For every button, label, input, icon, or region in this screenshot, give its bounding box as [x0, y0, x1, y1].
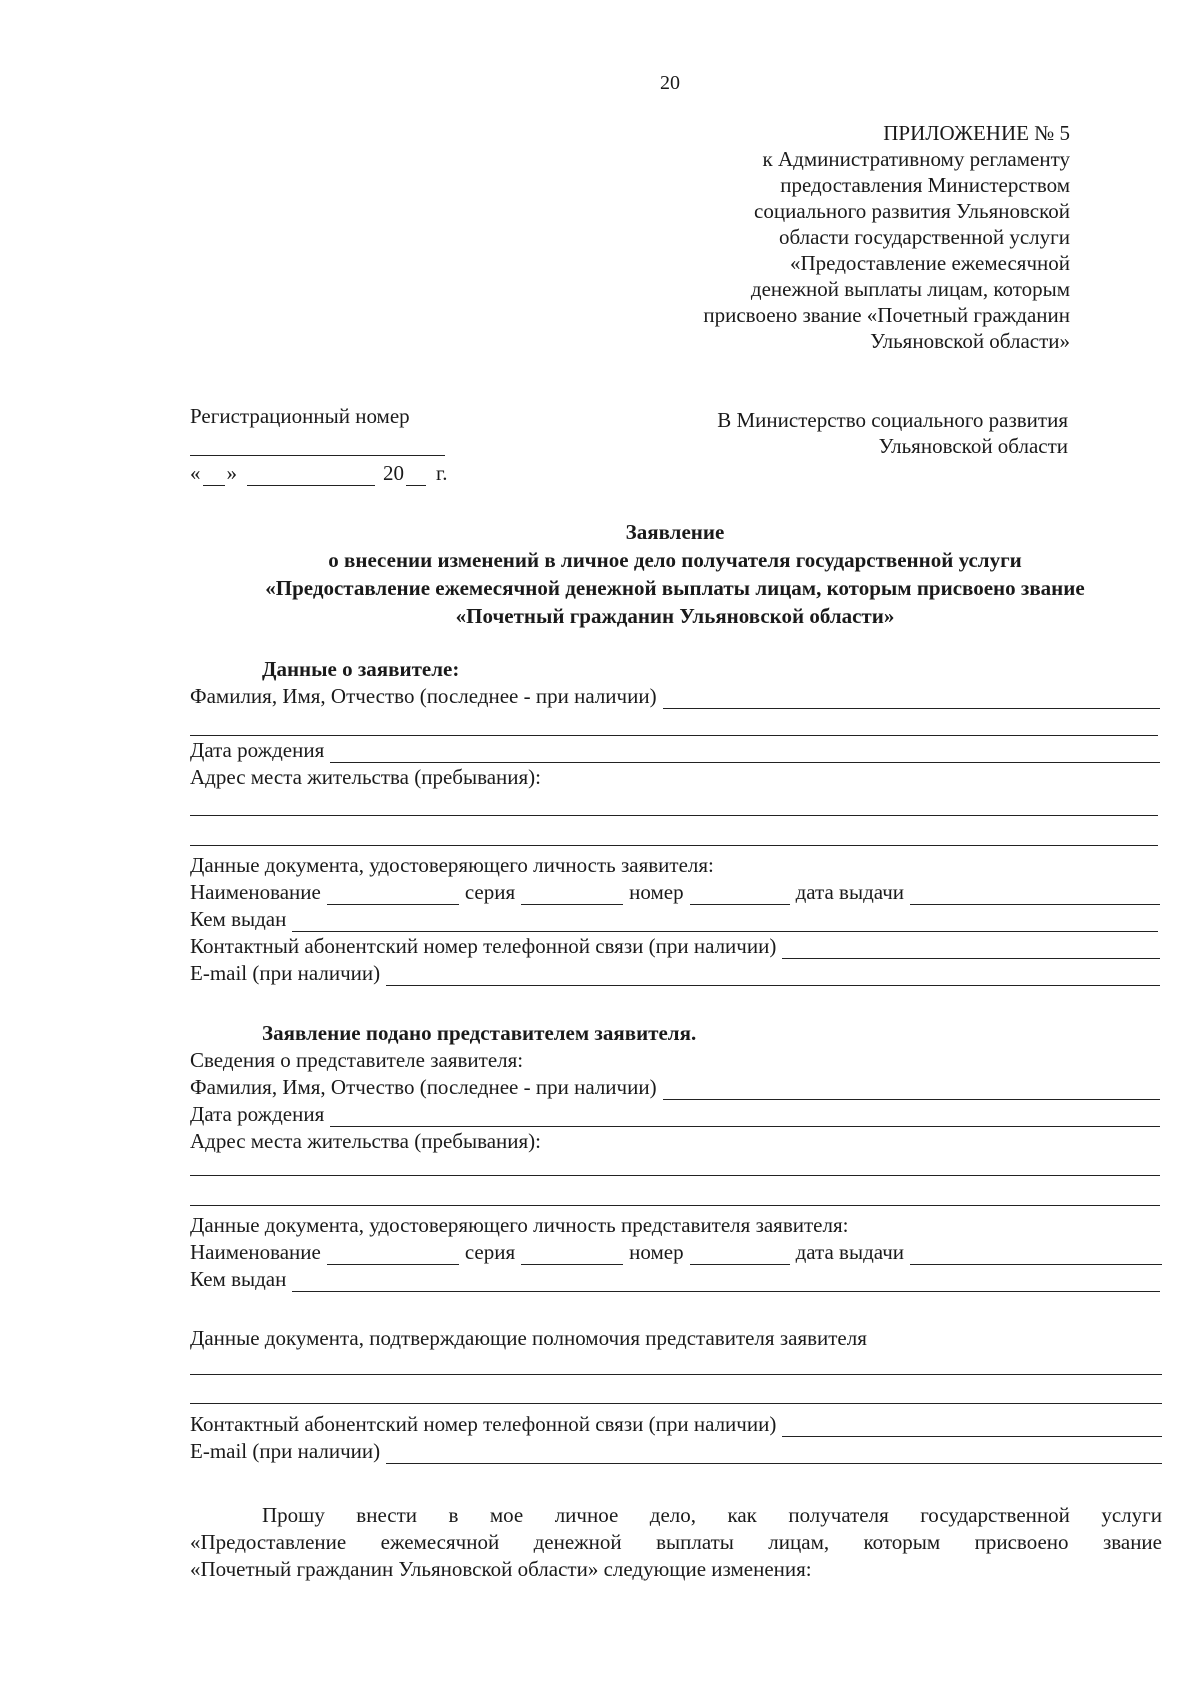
applicant-fio-field[interactable] [663, 689, 1160, 709]
appendix-line: присвоено звание «Почетный гражданин [703, 303, 1070, 327]
registration-date [190, 460, 460, 486]
rep-phone-field[interactable] [782, 1417, 1162, 1437]
rep-phone-row [190, 1411, 1162, 1437]
rep-doc-date-field[interactable] [910, 1245, 1162, 1265]
rep-doc-title: Данные документа, удостоверяющего личность представителя заявителя: [190, 1213, 849, 1237]
date-year-field[interactable] [406, 466, 426, 486]
applicant-fio-field-cont[interactable] [190, 735, 1158, 736]
addressee-block [588, 407, 1068, 459]
appendix-block [550, 120, 1070, 354]
document-heading [150, 518, 1200, 630]
doc-series-label: серия [464, 880, 516, 904]
representative-info-label: Сведения о представителе заявителя: [190, 1048, 524, 1072]
rep-birth-field[interactable] [330, 1107, 1160, 1127]
rep-address-field[interactable] [190, 1205, 1160, 1206]
rep-doc-row [190, 1239, 1162, 1265]
request-line-3: «Почетный гражданин Ульяновской области» следующие изменения: [190, 1557, 812, 1581]
request-line-2: «Предоставление ежемесячной денежной выплаты лицам, которым присвоено звание [190, 1530, 1162, 1554]
rep-address-label: Адрес места жительства (пребывания): [190, 1129, 542, 1153]
rep-authority-field[interactable] [190, 1403, 1162, 1404]
rep-issued-row [190, 1266, 1160, 1292]
doc-date-field[interactable] [910, 885, 1160, 905]
addressee-line: Ульяновской области [878, 434, 1068, 458]
phone-field[interactable] [782, 939, 1160, 959]
applicant-fio-label: Фамилия, Имя, Отчество (последнее - при наличии) [190, 684, 657, 708]
heading-title: Заявление [625, 520, 725, 544]
addressee-line: В Министерство социального развития [717, 408, 1068, 432]
applicant-address-label: Адрес места жительства (пребывания): [190, 765, 542, 789]
rep-doc-number-field[interactable] [690, 1245, 790, 1265]
applicant-doc-title: Данные документа, удостоверяющего личность заявителя: [190, 853, 714, 877]
rep-email-label: E-mail (при наличии) [190, 1439, 381, 1463]
rep-email-field[interactable] [386, 1444, 1162, 1464]
applicant-section-title: Данные о заявителе: [262, 657, 460, 681]
heading-line: о внесении изменений в личное дело получателя государственной услуги [328, 548, 1022, 572]
applicant-address-field[interactable] [190, 815, 1158, 816]
rep-doc-series-field[interactable] [521, 1245, 623, 1265]
applicant-email-row [190, 960, 1160, 986]
applicant-address-field[interactable] [190, 845, 1158, 846]
rep-doc-number-label: номер [629, 1240, 684, 1264]
representative-section-title: Заявление подано представителем заявителя. [262, 1021, 697, 1045]
registration-number-line[interactable] [190, 455, 445, 456]
heading-line: «Предоставление ежемесячной денежной выплаты лицам, которым присвоено звание [265, 576, 1085, 600]
rep-address-field[interactable] [190, 1175, 1160, 1176]
rep-authority-label: Данные документа, подтверждающие полномочия представителя заявителя [190, 1326, 867, 1350]
rep-birth-label: Дата рождения [190, 1102, 325, 1126]
rep-fio-field[interactable] [663, 1080, 1160, 1100]
rep-phone-label: Контактный абонентский номер телефонной связи (при наличии) [190, 1412, 777, 1436]
applicant-birth-label: Дата рождения [190, 738, 325, 762]
applicant-fio-row [190, 683, 1160, 709]
page-number: 20 [660, 72, 680, 94]
rep-email-row [190, 1438, 1162, 1464]
rep-doc-date-label: дата выдачи [795, 1240, 905, 1264]
issued-by-field[interactable] [292, 912, 1158, 932]
email-label: E-mail (при наличии) [190, 961, 381, 985]
appendix-line: «Предоставление ежемесячной [789, 251, 1070, 275]
appendix-line: денежной выплаты лицам, которым [750, 277, 1070, 301]
rep-birth-row [190, 1101, 1160, 1127]
appendix-line: предоставления Министерством [780, 173, 1070, 197]
applicant-birth-row [190, 737, 1160, 763]
doc-number-label: номер [629, 880, 684, 904]
rep-issued-by-label: Кем выдан [190, 1267, 287, 1291]
date-day-field[interactable] [203, 466, 225, 486]
doc-name-field[interactable] [327, 885, 459, 905]
doc-number-field[interactable] [690, 885, 790, 905]
doc-series-field[interactable] [521, 885, 623, 905]
appendix-line: социального развития Ульяновской [754, 199, 1070, 223]
date-close-quote: » [226, 461, 237, 485]
phone-label: Контактный абонентский номер телефонной связи (при наличии) [190, 934, 777, 958]
rep-fio-label: Фамилия, Имя, Отчество (последнее - при наличии) [190, 1075, 657, 1099]
request-line-1: Прошу внести в мое личное дело, как получателя государственной услуги [262, 1503, 1162, 1527]
rep-doc-name-field[interactable] [327, 1245, 459, 1265]
date-year-suffix: г. [436, 461, 448, 485]
appendix-line: к Административному регламенту [762, 147, 1070, 171]
email-field[interactable] [386, 966, 1160, 986]
rep-authority-field[interactable] [190, 1374, 1162, 1375]
applicant-phone-row [190, 933, 1160, 959]
rep-issued-by-field[interactable] [292, 1272, 1160, 1292]
applicant-birth-field[interactable] [330, 743, 1160, 763]
doc-name-label: Наименование [190, 880, 321, 904]
appendix-line: области государственной услуги [778, 225, 1070, 249]
date-month-field[interactable] [247, 466, 375, 486]
rep-fio-row [190, 1074, 1160, 1100]
doc-date-label: дата выдачи [795, 880, 905, 904]
issued-by-label: Кем выдан [190, 907, 287, 931]
appendix-title: ПРИЛОЖЕНИЕ № 5 [883, 121, 1070, 145]
applicant-issued-row [190, 906, 1158, 932]
registration-label: Регистрационный номер [190, 404, 410, 428]
heading-line: «Почетный гражданин Ульяновской области» [455, 604, 895, 628]
appendix-line: Ульяновской области» [870, 329, 1070, 353]
rep-doc-name-label: Наименование [190, 1240, 321, 1264]
date-open-quote: « [190, 461, 201, 485]
rep-doc-series-label: серия [464, 1240, 516, 1264]
date-year-prefix: 20 [383, 461, 404, 485]
applicant-doc-row [190, 879, 1160, 905]
